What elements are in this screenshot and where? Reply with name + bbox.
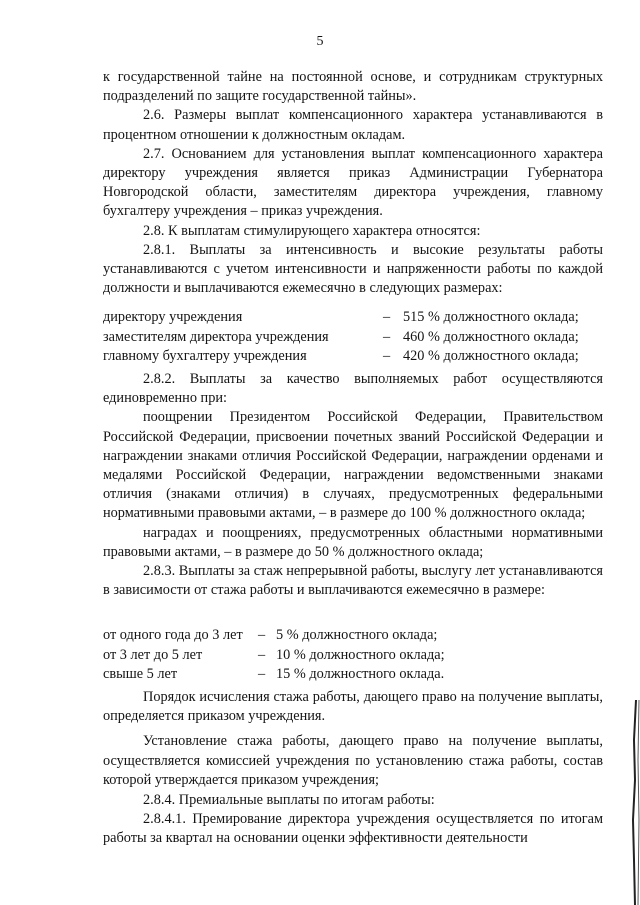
- role-cell: главному бухгалтеру учреждения: [103, 348, 307, 365]
- dash-cell: –: [383, 309, 391, 325]
- role-cell: директору учреждения: [103, 309, 243, 325]
- section-bottom: [103, 688, 603, 849]
- value-cell: 10 % должностного оклада;: [276, 646, 445, 663]
- dash-cell: –: [258, 666, 266, 683]
- page-number: 5: [316, 34, 324, 49]
- paragraph: к государственной тайне на постоянной основе, и сотрудникам структурных подразделений по защите государственной тайны».: [103, 69, 603, 105]
- table-row: [103, 347, 579, 367]
- range-cell: свыше 5 лет: [103, 666, 178, 683]
- section-top: [103, 68, 603, 298]
- dash-cell: –: [258, 627, 266, 643]
- seniority-table: [103, 626, 603, 685]
- range-cell: от 3 лет до 5 лет: [103, 646, 203, 663]
- dash-cell: –: [383, 328, 391, 345]
- paragraph: 2.8.3. Выплаты за стаж непрерывной работы, выслугу лет устанавливаются в зависимости от стажа работы и выплачиваются ежемесячно в размере:: [103, 563, 603, 599]
- salary-table: [103, 308, 603, 367]
- paragraph: 2.8. К выплатам стимулирующего характера относятся:: [143, 222, 481, 239]
- table-row: [103, 308, 579, 328]
- table-row: [103, 646, 445, 666]
- value-cell: 420 % должностного оклада;: [403, 348, 579, 365]
- paragraph: наградах и поощрениях, предусмотренных областными нормативными правовыми актами, – в размере до 50 % должностного оклада;: [103, 524, 603, 560]
- value-cell: 15 % должностного оклада.: [276, 666, 445, 683]
- paragraph: 2.6. Размеры выплат компенсационного характера устанавливаются в процентном отношении к должностным окладам.: [103, 107, 603, 143]
- value-cell: 460 % должностного оклада;: [403, 328, 579, 345]
- paragraph: Порядок исчисления стажа работы, дающего право на получение выплаты, определяется приказом учреждения.: [103, 689, 603, 725]
- paragraph: 2.8.1. Выплаты за интенсивность и высокие результаты работы устанавливаются с учетом интенсивности и напряженности работы по каждой должности и выплачиваются ежемесячно в следующих размерах:: [103, 241, 603, 297]
- section-middle: [103, 370, 603, 600]
- paragraph: 2.8.2. Выплаты за качество выполняемых работ осуществляются единовременно при:: [103, 371, 603, 407]
- table-row: [103, 328, 579, 348]
- dash-cell: –: [383, 348, 391, 365]
- table-row: [103, 665, 445, 685]
- scan-edge-mark: [622, 700, 640, 905]
- paragraph: 2.7. Основанием для установления выплат компенсационного характера директору учреждения является приказ Администрации Губернатора Новгородской области, заместителям директора учреждения, главному бухгалтеру учреждения – приказ учреждения.: [103, 145, 603, 220]
- paragraph: 2.8.4. Премиальные выплаты по итогам работы:: [143, 792, 435, 809]
- paragraph: 2.8.4.1. Премирование директора учреждения осуществляется по итогам работы за квартал на основании оценки эффективности деятельности: [103, 811, 603, 847]
- dash-cell: –: [258, 646, 266, 663]
- paragraph: поощрении Президентом Российской Федерации, Правительством Российской Федерации, присвоении почетных званий Российской Федерации и награждении знаками отличия Российской Федерации, награждении орденами и медалями Российской Федерации, награждении ведомственными знаками отличия (знаками отличия) в случаях, предусмотренных федеральными нормативными правовыми актами, – в размере до 100 % должностного оклада;: [103, 409, 603, 522]
- table-row: [103, 626, 445, 646]
- value-cell: 5 % должностного оклада;: [276, 627, 438, 643]
- paragraph: Установление стажа работы, дающего право на получение выплаты, осуществляется комиссией учреждения по установлению стажа работы, состав которой утверждается приказом учреждения;: [103, 733, 603, 788]
- role-cell: заместителям директора учреждения: [103, 328, 329, 345]
- range-cell: от одного года до 3 лет: [103, 627, 243, 643]
- value-cell: 515 % должностного оклада;: [403, 309, 579, 325]
